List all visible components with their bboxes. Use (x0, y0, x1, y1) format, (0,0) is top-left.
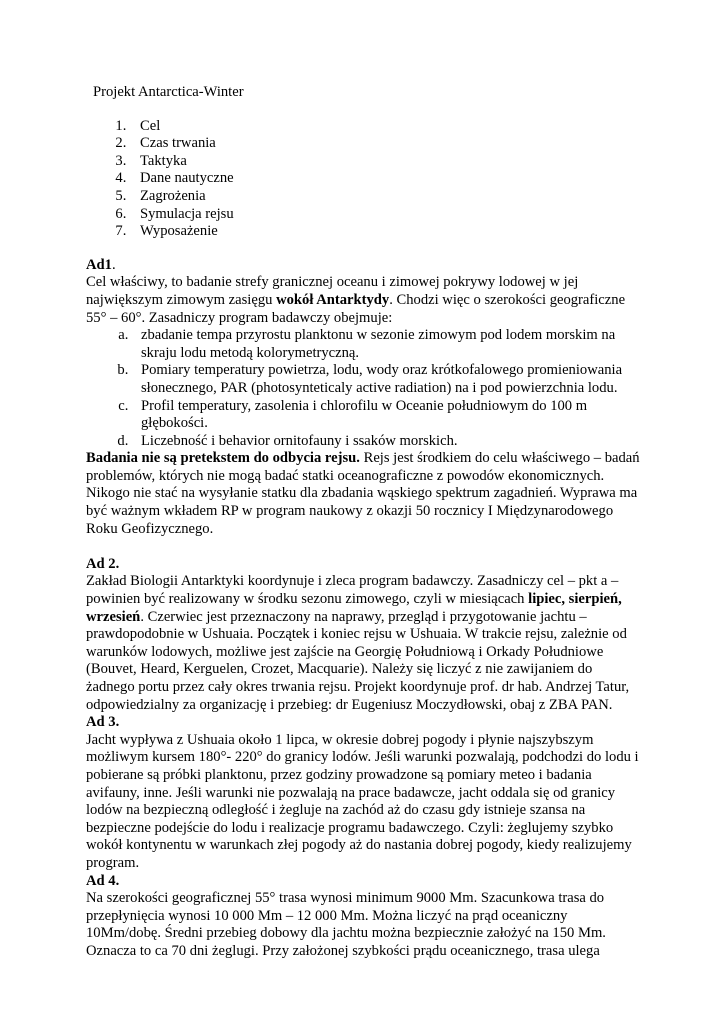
paragraph: Na szerokości geograficznej 55° trasa wynosi minimum 9000 Mm. Szacunkowa trasa do przepłynięcia wynosi 10 000 Mm – 12 000 Mm. Można liczyć na prąd oceaniczny 10Mm/dobę. Średni przebieg dobowy dla jachtu można bezpiecznie założyć na 150 Mm. Oznacza to ca 70 dni żeglugi. Przy założonej szybkości prądu oceanicznego, trasa ulega (86, 890, 606, 959)
paragraph (86, 450, 644, 538)
list-item: a. zbadanie tempa przyrostu planktonu w sezonie zimowym pod lodem morskim na skraju lodu metodą kolorymetryczną. (132, 327, 644, 362)
toc-item: 1. Cel (130, 118, 644, 136)
section-ad1 (86, 257, 644, 539)
text-run: Rejs jest środkiem do celu właściwego – badań problemów, których nie mogą badać statki oceanograficzne z powodów ekonomicznych. Nikogo nie stać na wysyłanie statku dla zbadania wąskiego spektrum zagadnień. Wyprawa ma być ważnym wkładem RP w program naukowy z okazji 50 rocznicy I Międzynarodowego Roku Geofizycznego. (86, 450, 640, 537)
section-ad2 (86, 556, 644, 714)
table-of-contents (86, 118, 644, 241)
paragraph: Jacht wypływa z Ushuaia około 1 lipca, w okresie dobrej pogody i płynie najszybszym możliwym kursem 180°- 220° do granicy lodów. Jeśli warunki pozwalają, podchodzi do lodu i pobierane są próbki planktonu, przez godziny prowadzone są pomiary meteo i badania avifauny, inne. Jeśli warunki nie pozwalają na prace badawcze, jacht oddala się od granicy lodów na bezpieczną odległość i żegluje na zachód aż do czasu gdy istnieje szansa na bezpieczne podejście do lodu i realizacje programu badawczego. Czyli: żeglujemy szybko wokół kontynentu w warunkach złej pogody aż do nastania dobrej pogody, kiedy realizujemy program. (86, 731, 639, 871)
list-item: b. Pomiary temperatury powietrza, lodu, wody oraz krótkofalowego promieniowania słonecznego, PAR (photosynteticaly active radiation) na i pod powierzchnia lodu. (132, 362, 644, 397)
research-program-list (86, 327, 644, 450)
bold-text: Badania nie są pretekstem do odbycia rejsu. (86, 450, 360, 467)
toc-item: 6. Symulacja rejsu (130, 206, 644, 224)
bold-text: wokół Antarktydy (276, 291, 390, 308)
document-title: Projekt Antarctica-Winter (93, 84, 244, 100)
toc-item: 5. Zagrożenia (130, 188, 644, 206)
toc-item: 7. Wyposażenie (130, 223, 644, 241)
section-ad4 (86, 873, 644, 961)
bold-text: lipiec, sierpień, wrzesień (86, 591, 622, 625)
paragraph (86, 573, 644, 714)
text-run: . Chodzi więc o szerokości geograficzne 55° – 60°. Zasadniczy program badawczy obejmuje: (86, 291, 626, 326)
toc-item: 3. Taktyka (130, 153, 644, 171)
toc-item: 4. Dane nautyczne (130, 170, 644, 188)
heading-dot: . (111, 256, 116, 273)
section-heading: Ad 3. (86, 714, 120, 731)
text-run: . Czerwiec jest przeznaczony na naprawy, przegląd i przygotowanie jachtu – prawdopodobnie w Ushuaia. Początek i koniec rejsu w Ushuaia. W trakcie rejsu, zależnie od warunków lodowych, możliwe jest zajście na Georgię Południową i Orkady Południowe (Bouvet, Heard, Kerguelen, Crozet, Macquarie). Należy się liczyć z nie zawijaniem do żadnego portu przez cały okres trwania rejsu. Projekt koordynuje prof. dr hab. Andrzej Tatur, odpowiedzialny za organizację i przebieg: dr Eugeniusz Moczydłowski, obaj z ZBA PAN. (86, 608, 630, 713)
text-run: Zakład Biologii Antarktyki koordynuje i zleca program badawczy. Zasadniczy cel – pkt a – powinien być realizowany w środku sezonu zimowego, czyli w miesiącach (86, 573, 619, 608)
section-heading: Ad1 (86, 256, 112, 273)
section-ad3 (86, 714, 644, 872)
list-item: d. Liczebność i behavior ornitofauny i ssaków morskich. (132, 433, 644, 451)
list-item: c. Profil temperatury, zasolenia i chlorofilu w Oceanie południowym do 100 m głębokości. (132, 398, 644, 433)
text-run: Cel właściwy, to badanie strefy granicznej oceanu i zimowej pokrywy lodowej w jej największym zimowym zasięgu (86, 274, 579, 308)
section-heading: Ad 2. (86, 555, 120, 572)
paragraph (86, 274, 644, 327)
section-heading: Ad 4. (86, 872, 120, 889)
toc-item: 2. Czas trwania (130, 135, 644, 153)
